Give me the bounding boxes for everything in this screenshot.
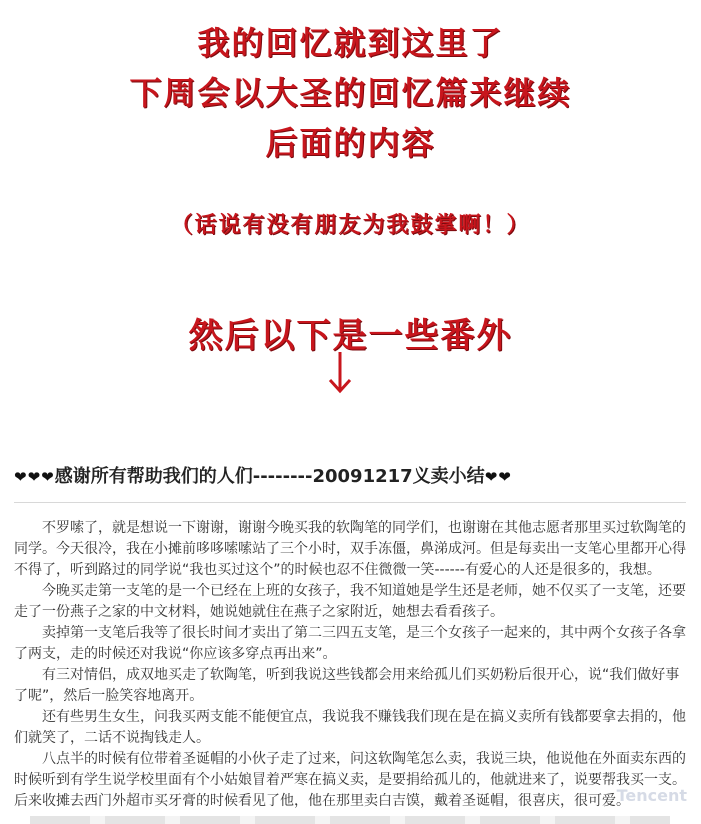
- heart-icons-left: ❤❤❤: [14, 468, 55, 486]
- paragraph: 有三对情侣，成双地买走了软陶笔，听到我说这些钱都会用来给孤儿们买奶粉后很开心，说“我们做好事了呢”，然后一脸笑容地离开。: [14, 667, 680, 704]
- post-title-text: 感谢所有帮助我们的人们--------20091217义卖小结: [54, 466, 485, 487]
- down-arrow-icon: [326, 350, 354, 394]
- heart-icons-right: ❤❤: [484, 468, 512, 486]
- paragraph: 今晚买走第一支笔的是一个已经在上班的女孩子，我不知道她是学生还是老师，她不仅买了一支笔，还要走了一份燕子之家的中文材料，她说她就住在燕子之家附近，她想去看看孩子。: [14, 583, 686, 620]
- handwritten-line-5: 然后以下是一些番外: [188, 316, 513, 356]
- paragraph: 还有些男生女生，问我买两支能不能便宜点，我说我不赚钱我们现在是在搞义卖所有钱都要拿去捐的，他们就笑了，二话不说掏钱走人。: [14, 709, 686, 746]
- paragraph: 八点半的时候有位带着圣诞帽的小伙子走了过来，问这软陶笔怎么卖，我说三块，他说他在外面卖东西的时候听到有学生说学校里面有个小姑娘冒着严寒在搞义卖，是要捐给孤儿的，他就进来了，说要帮我买一支。后来收摊去西门外超市买牙膏的时候看见了他，他在那里卖白吉馍，戴着圣诞帽，很喜庆，很可爱。: [14, 751, 686, 809]
- post-title: [14, 462, 686, 488]
- paragraph: 不罗嗦了，就是想说一下谢谢，谢谢今晚买我的软陶笔的同学们，也谢谢在其他志愿者那里买过软陶笔的同学。今天很冷，我在小摊前哆哆嗦嗦站了三个小时，双手冻僵，鼻涕成河。但是每卖出一支笔心里都开心得不得了，听到路过的同学说“我也买过这个”的时候也忍不住微微一笑------有爱心的人还是很多的，我想。: [14, 520, 686, 578]
- handwritten-line-4: （话说有没有朋友为我鼓掌啊！）: [170, 212, 531, 238]
- paragraph: 卖掉第一支笔后我等了很长时间才卖出了第二三四五支笔，是三个女孩子一起来的，其中两个女孩子各拿了两支，走的时候还对我说“你应该多穿点再出来”。: [14, 625, 686, 662]
- post-body: [14, 518, 690, 812]
- handwritten-line-2: 下周会以大圣的回忆篇来继续: [129, 74, 572, 112]
- handwritten-line-3: 后面的内容: [265, 124, 436, 162]
- handwritten-line-1: 我的回忆就到这里了: [197, 24, 504, 62]
- title-divider: [14, 502, 686, 503]
- watermark-logo: Tencent: [616, 786, 687, 805]
- bottom-strip: [30, 816, 670, 824]
